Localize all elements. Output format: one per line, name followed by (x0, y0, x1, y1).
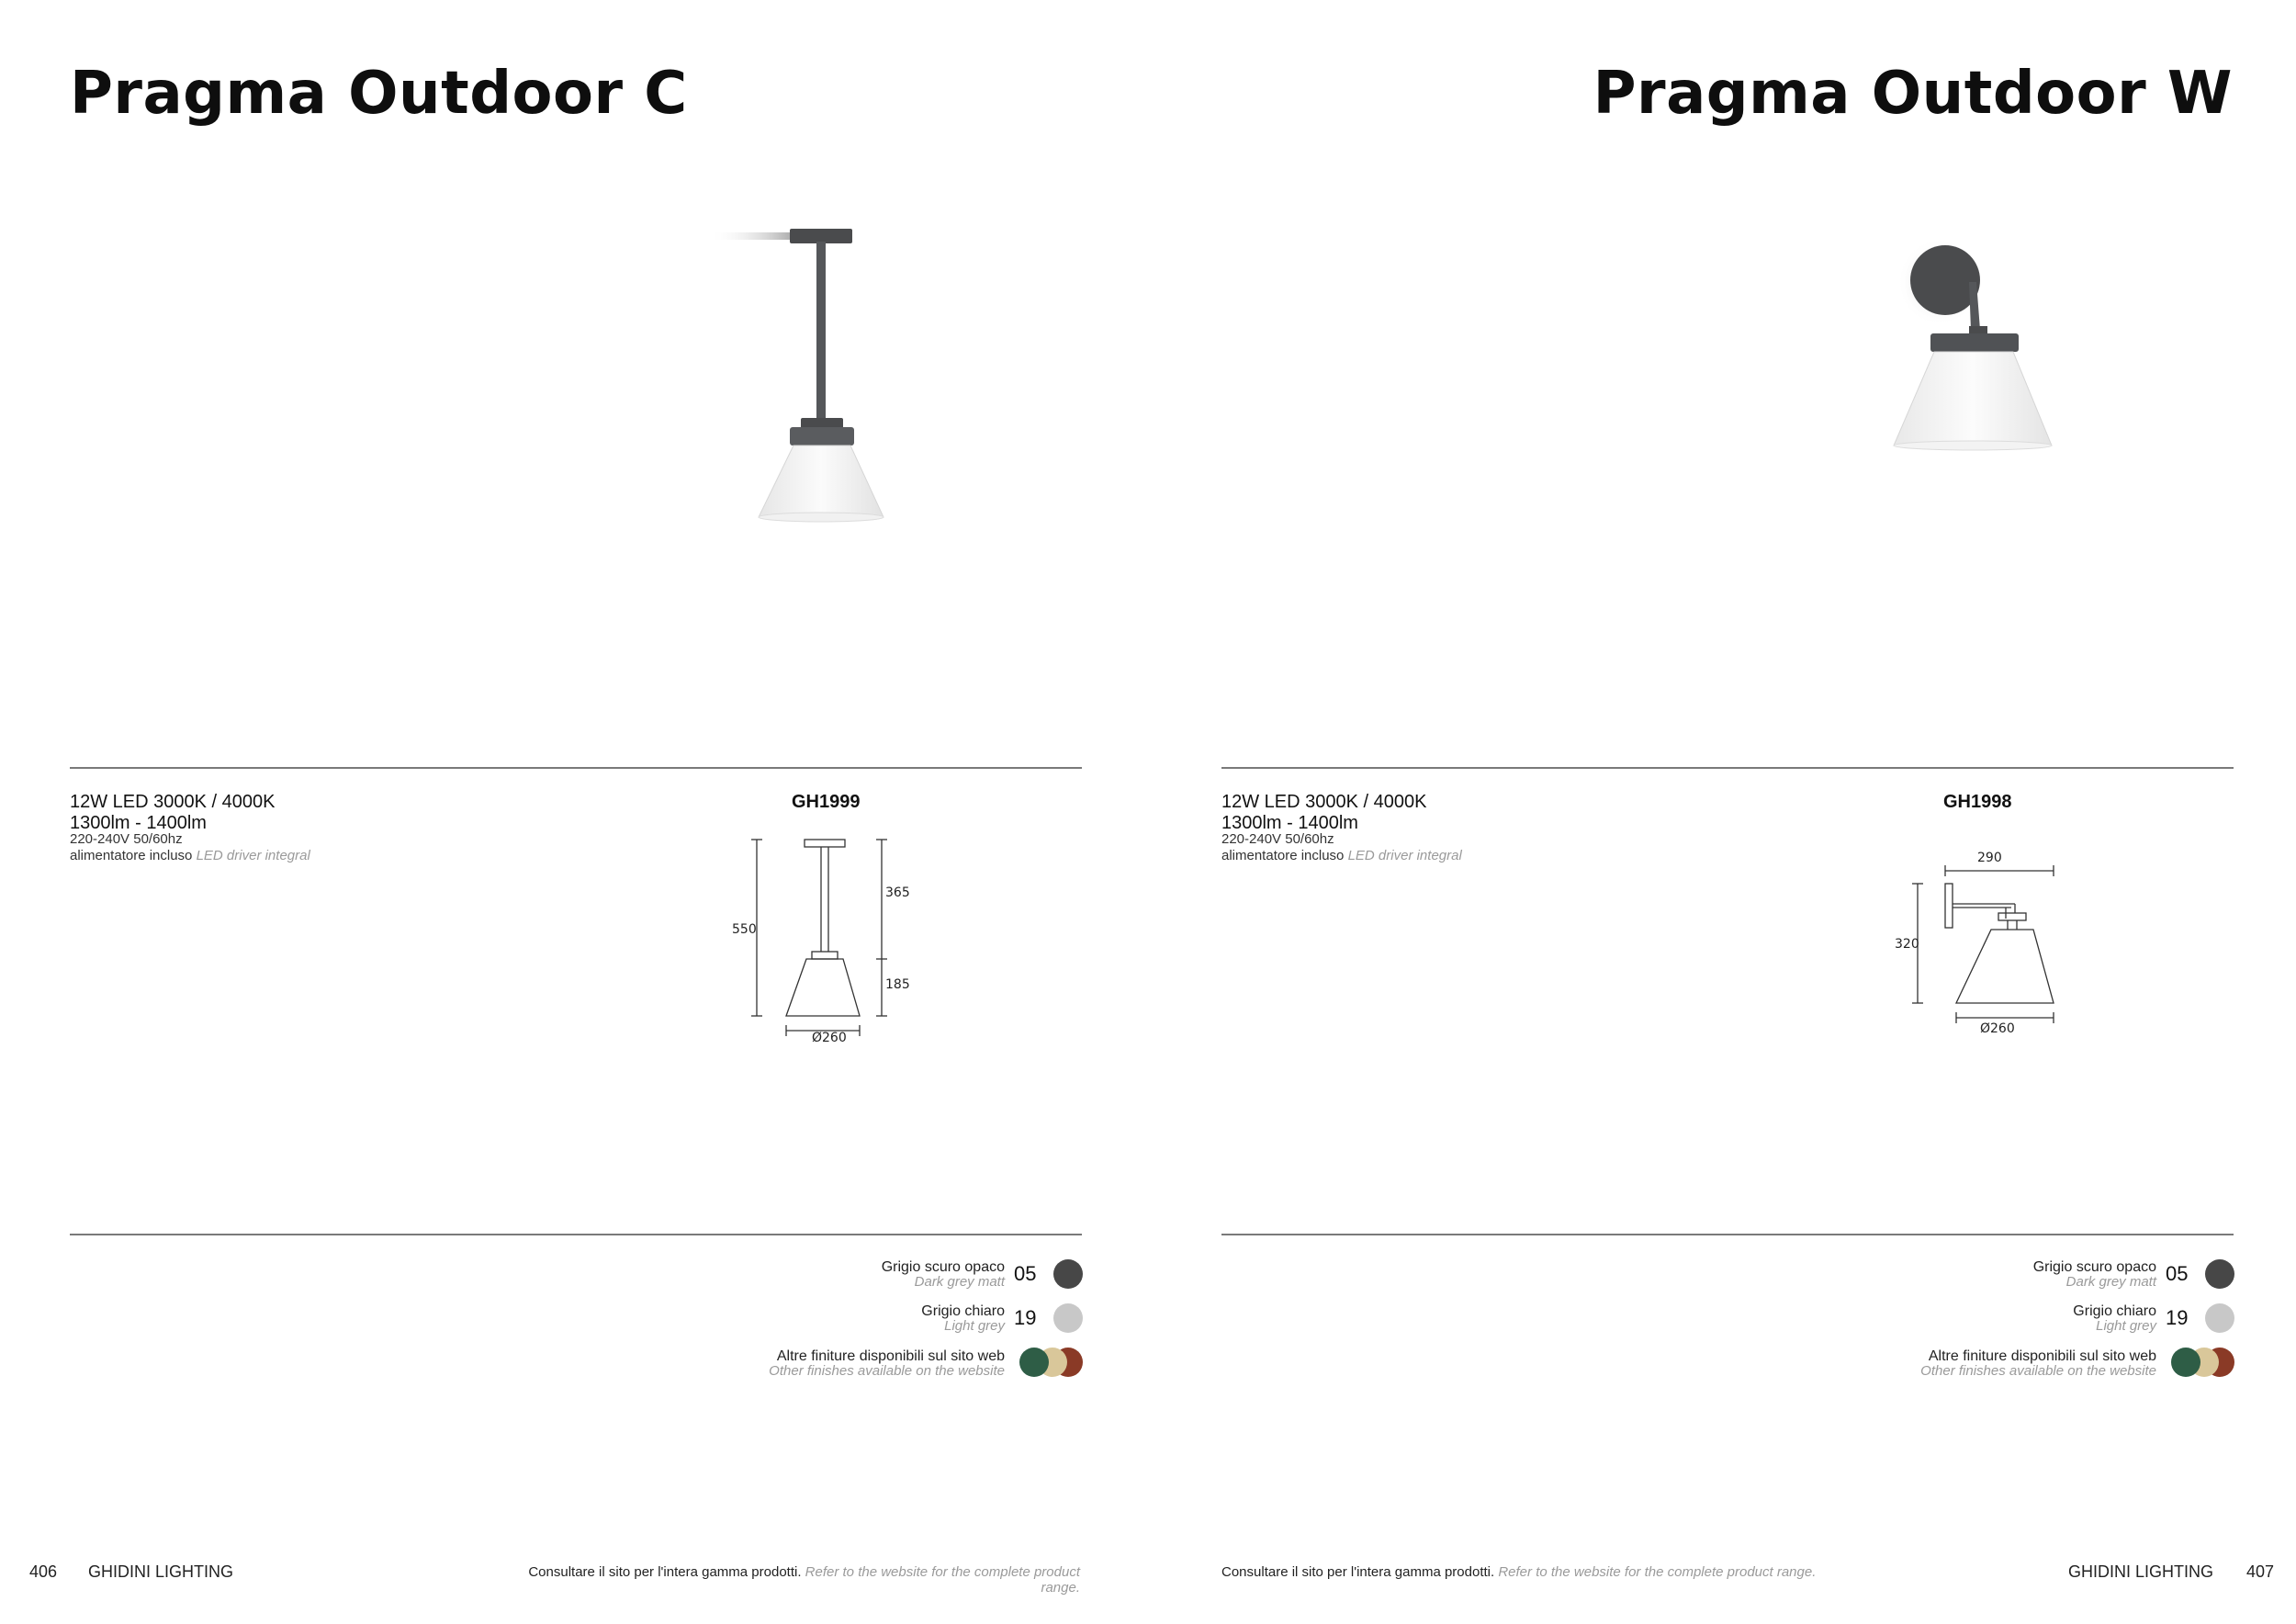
product-code: GH1999 (792, 792, 861, 812)
wall-lamp-drawing (1892, 845, 2076, 1047)
finish-light-grey: Grigio chiaro Light grey (921, 1303, 1005, 1334)
brand-name: GHIDINI LIGHTING (2068, 1562, 2214, 1581)
finish-other: Altre finiture disponibili sul sito web Other finishes available on the website (1920, 1348, 2156, 1379)
spec-lumen: 1300lm - 1400lm (1221, 813, 1358, 833)
spec-voltage: 220-240V 50/60hz (70, 831, 183, 847)
swatch-dark-grey (1053, 1259, 1083, 1289)
swatch-light-grey (2205, 1303, 2234, 1333)
dim-top: 365 (885, 885, 910, 900)
footer-note: Consultare il sito per l'intera gamma prodotti. Refer to the website for the complete product range. (528, 1564, 1080, 1596)
swatch-dark-grey (2205, 1259, 2234, 1289)
dim-width: 290 (1977, 851, 2002, 865)
spec-power: 12W LED 3000K / 4000K (1221, 792, 1427, 812)
spec-driver-it: alimentatore incluso (1221, 848, 1345, 863)
product-code: GH1998 (1943, 792, 2012, 812)
spec-driver (1221, 848, 1462, 864)
dim-bottom: 185 (885, 977, 910, 992)
ceiling-lamp-image (698, 216, 918, 528)
spec-driver-en: LED driver integral (1347, 848, 1462, 863)
dim-total: 550 (732, 922, 757, 937)
dim-diameter: Ø260 (812, 1031, 847, 1045)
wall-lamp-image (1874, 234, 2076, 464)
dim-diameter: Ø260 (1980, 1021, 2015, 1036)
swatch-green (1019, 1348, 1049, 1377)
finish-dark-grey: Grigio scuro opaco Dark grey matt (881, 1259, 1005, 1290)
spec-driver-it: alimentatore incluso (70, 848, 193, 863)
brand-name: GHIDINI LIGHTING (88, 1562, 234, 1581)
page-number: 406 (29, 1562, 58, 1581)
footer-note: Consultare il sito per l'intera gamma prodotti. Refer to the website for the complete product range. (1221, 1564, 1817, 1580)
ceiling-lamp-drawing (716, 827, 918, 1056)
spec-lumen: 1300lm - 1400lm (70, 813, 207, 833)
finish-light-grey: Grigio chiaro Light grey (2073, 1303, 2156, 1334)
finish-code-05: 05 (1014, 1262, 1037, 1285)
finish-dark-grey: Grigio scuro opaco Dark grey matt (2032, 1259, 2156, 1290)
finish-code-19: 19 (2166, 1306, 2189, 1329)
spec-power: 12W LED 3000K / 4000K (70, 792, 276, 812)
spec-driver (70, 848, 310, 864)
top-divider (1221, 767, 2234, 769)
spec-driver-en: LED driver integral (196, 848, 310, 863)
dim-height: 320 (1895, 937, 1919, 952)
finish-other: Altre finiture disponibili sul sito web Other finishes available on the website (769, 1348, 1005, 1379)
page-title: Pragma Outdoor W (1593, 60, 2233, 128)
page-number: 407 (2246, 1562, 2275, 1581)
page-title: Pragma Outdoor C (70, 60, 688, 128)
swatch-green (2171, 1348, 2200, 1377)
finish-code-19: 19 (1014, 1306, 1037, 1329)
top-divider (70, 767, 1082, 769)
spec-voltage: 220-240V 50/60hz (1221, 831, 1334, 847)
bottom-divider (70, 1234, 1082, 1235)
swatch-light-grey (1053, 1303, 1083, 1333)
bottom-divider (1221, 1234, 2234, 1235)
finish-code-05: 05 (2166, 1262, 2189, 1285)
